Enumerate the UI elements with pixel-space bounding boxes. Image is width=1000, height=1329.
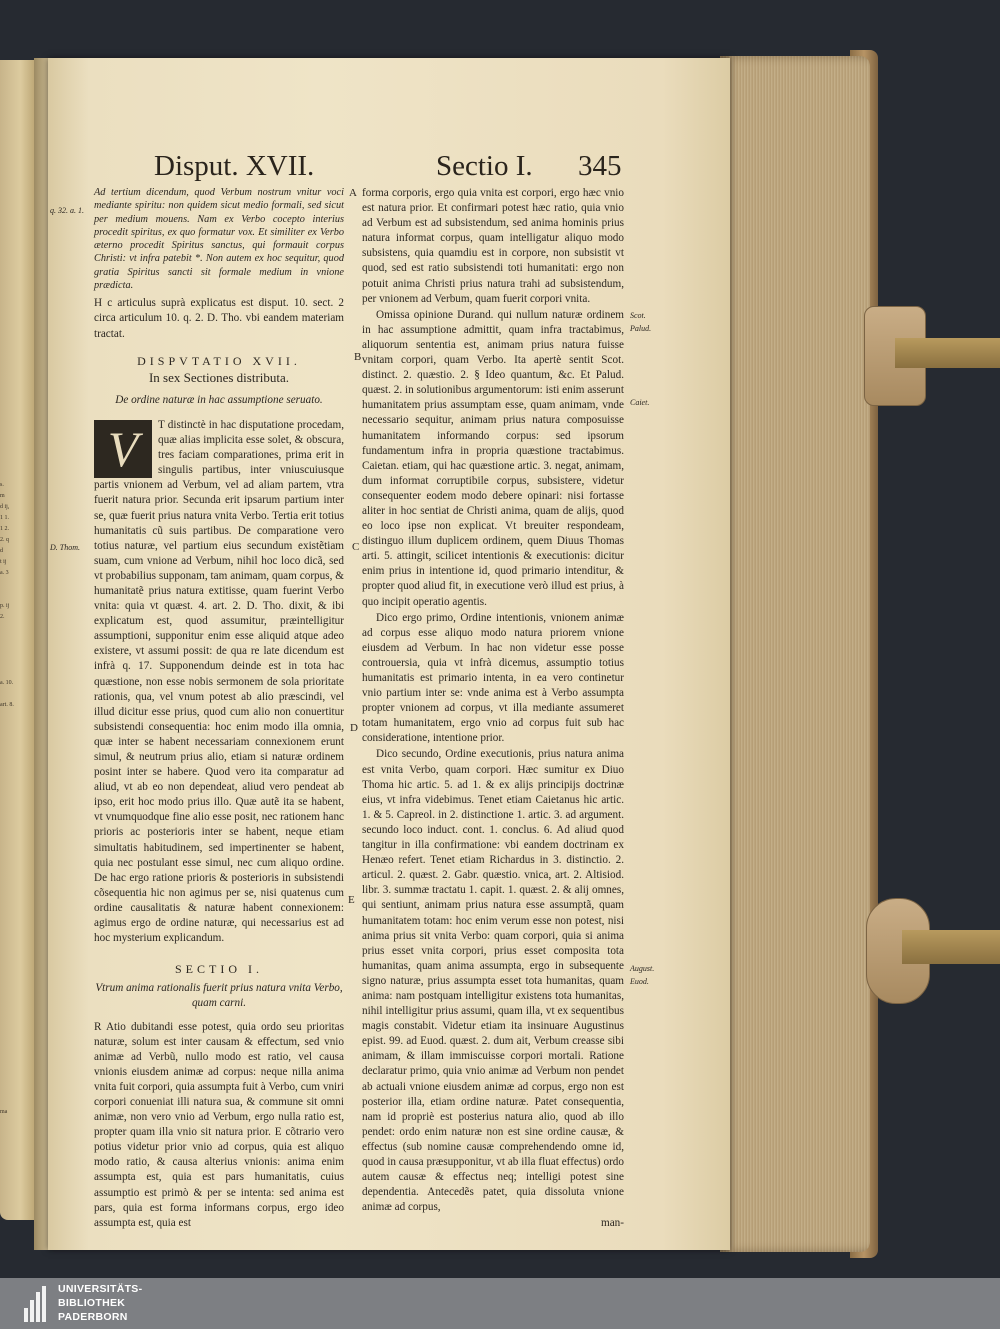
previous-page-fragment [0, 777, 34, 788]
previous-page-fragment [0, 766, 34, 777]
previous-page-fragment [0, 920, 34, 931]
library-name-line-2: BIBLIOTHEK [58, 1297, 126, 1309]
previous-page-fragment [0, 942, 34, 953]
margin-letter-c: C [352, 541, 360, 553]
previous-page-fragment [0, 865, 34, 876]
previous-page-fragment: d [0, 548, 3, 554]
sectio-question: Vtrum anima rationalis fuerit prius natura vnita Verbo, quam carni. [95, 982, 343, 1010]
previous-page-fragment [0, 1019, 34, 1030]
margin-letter-b: B [354, 351, 362, 363]
previous-page-fragment: 1 2. [0, 526, 9, 532]
previous-page-fragment: ma [0, 1109, 8, 1115]
note-paragraph: H c articulus suprà explicatus est disput. 10. sect. 2 circa articulum 10. q. 2. D. Tho. vbi eandem materiam tractat. [94, 297, 344, 340]
library-footer [0, 1278, 1000, 1329]
previous-page-fragment [0, 931, 34, 942]
previous-page-fragment [0, 1008, 34, 1019]
margin-note-august: August. [630, 964, 655, 973]
previous-page-fragment [0, 898, 34, 909]
previous-page-fragment [0, 1074, 34, 1085]
previous-page-fragment [0, 876, 34, 887]
page-number: 345 [578, 150, 622, 182]
book-page [48, 58, 730, 1250]
previous-page-fragment [0, 997, 34, 1008]
intro-paragraph: Ad tertium dicendum, quod Verbum nostrum vnitur voci mediante spiritu: non quidem sicut medio formali, sed sicut per medium mouens. Nam ex Verbo cocepto interius procedit spiritus, ex quo formatur vox. Et similiter ex Verbo æterno procedit Spiritus sanctus, qui formauit corpus Christi: vt infra patebit *. Non autem ex hoc sequitur, quod gratia Spiritus sancti sit formale medium in vnione prædicta. [94, 187, 344, 292]
previous-page-fragment [0, 667, 34, 678]
previous-page-fragment [0, 810, 34, 821]
previous-page-fragment [0, 744, 34, 755]
catchword: man- [601, 1217, 624, 1230]
previous-page-fragment: p. ij [0, 603, 10, 609]
previous-page-fragment: a. 10. [0, 680, 14, 686]
previous-page-fragment [0, 689, 34, 700]
previous-page-fragment [0, 1030, 34, 1041]
previous-page-fragment: art. 8. [0, 702, 14, 708]
previous-page-fragment: t ij [0, 559, 7, 565]
margin-note-palud: Palud. [630, 324, 652, 333]
previous-page-fragment [0, 1041, 34, 1052]
previous-page-fragment [0, 1085, 34, 1096]
previous-page-fragment [0, 964, 34, 975]
previous-page-fragment [0, 1052, 34, 1063]
margin-note-reference: q. 32. a. 1. [50, 206, 84, 215]
right-paragraph-3: Dico ergo primo, Ordine intentionis, vnionem animæ ad corpus esse aliquo modo natura priorem vnione eiusdem ad Verbum. In hac non videtur esse posse controuersia, quia vt infrà dicemus, assumptio totius humanitatis est primario intenta, in ea vero continetur vnio partium inter se: vnde anima est à Verbo assumpta propter vnionem ad corpus, vt illa mediante assumeret totam humanitatem, ergo vnio ad corpus fuit sub hac consideratione, intentione prior. [362, 611, 624, 745]
lower-clasp-bar [902, 930, 1000, 964]
previous-page-fragment: 2. [0, 614, 5, 620]
previous-page-fragment [0, 1096, 34, 1107]
previous-page-fragment [0, 645, 34, 656]
previous-page-fragment: 2. q [0, 537, 9, 543]
previous-page-fragment [0, 953, 34, 964]
page-block-fore-edge [720, 56, 870, 1252]
previous-page-fragment [0, 1063, 34, 1074]
previous-page-fragment [0, 821, 34, 832]
previous-page-fragment [0, 909, 34, 920]
margin-note-d-thom: D. Thom. [50, 543, 81, 552]
main-paragraph-text: T distinctè in hac disputatione procedam, quæ alias implicita esse solet, & obscura, tres faciam comparationes, prima erit in singulis partibus, inter vniuscuiusque partis vnionem ad Verbum, vel ad aliam partem, vtra fuerit natura prior. Secunda erit ipsarum partium inter se, quæ fuerit prius natura vnita Verbo. Tertia erit totius humanitatis cũ suis partibus. De comparatione vero totius naturæ, vel partium eius secundum existẽtiam suam, cum vnione ad Verbum, nihil hoc loco dicã, sed vt probabilius supponam, tam animam, quam corpus, & humanitatẽ prius natura extitisse, quam fuerint Verbo vnita: quia vt quæst. 4. art. 2. D. Tho. dixit, & ibi explicatum est, quod assumitur, præintelligitur assumptioni, supponitur enim esse aliquid atque adeo existere, vt assumi possit: de qua re late dicendum est infrà q. 17. Supponendum deinde est in tota hac quæstione, non esse nobis sermonem de sola prioritate rationis, qua, vel vnum potest ab alio præscindi, vel illud dicitur esse prius, quod cum alio non conuertitur subsistendi consequentia: hoc enim modo illa omnia, quæ inter se habent necessariam connexionem erunt simul, & neutrum prius alio, etiam si naturæ ordinem posint inter se habere. Quod vero ita comparatur ad aliud, vt ab eo non dependeat, aliud vero pendeat ab ipso, erit hoc modo prius illo. Quæ autẽ ita se habent, vt vnumquodque fine alio esse posit, nec rationem hanc prioris ac posterioris inter se habent, neque etiam simultatis habitudinem, sed impertinenter se habent, quia nec postulant esse simul, nec cum aliquo ordine. De hac ergo ratione prioris & posterioris in subsistendi cõsequentia hic non agimus per se, nisi quatenus cum ordine causalitatis & naturæ habent connexionem: agimus ergo de ordine naturæ, qui necessarius est ad hoc mysterium explicandum. [94, 418, 344, 945]
previous-page-fragment [0, 975, 34, 986]
previous-page-fragment [0, 733, 34, 744]
previous-page-fragment [0, 755, 34, 766]
previous-page-fragment [0, 854, 34, 865]
previous-page-text-fragments [0, 480, 34, 1118]
right-paragraph-2: Omissa opinione Durand. qui nullum naturæ ordinem in hac assumptione admittit, quam infra tractabimus, aliquorum sententia est, animam prius natura fuisse vnitam corpori, quam Verbo. Ita apertè sentit Scot. distinct. 2. quæstio. 2. § Ideo quantum, &c. Et Palud. quæst. 2. in solutionibus argumentorum: isti enim asserunt humanitatem prius assumptam esse, quam animam, vnde necessario sequitur, animam prius natura composuisse humanitatem informando corpus: sed ipsorum fundamentum infra in propria quæstione tractabimus. Caietan. etiam, qui hac quæstione artic. 3. negat, animam, dum informat corruptibile corpus, subsistere, videtur consequenter eodem modo debere opinari: nisi fortasse aliter in hoc sentiat de Christi anima, quam de alijs, quod eo loco ipse non explicat. Vt breuiter respondeam, distinguo illum duplicem ordinem, quem Diuus Thomas arti. 5. attingit, scilicet intentionis & executionis: dicitur enim prius in intentione id, quod primario intenditur, & propter quod aliud fit, in executione verò illud est prius, à quo incipit operatio agentis. [362, 308, 624, 608]
margin-note-scot: Scot. [630, 311, 646, 320]
dropcap-letter: V [107, 420, 139, 477]
previous-page-fragment: m [0, 493, 5, 499]
sectio-title: SECTIO I. [175, 962, 263, 977]
previous-page-fragment: s. [0, 482, 4, 488]
previous-page-fragment [0, 590, 34, 601]
right-column [362, 186, 624, 1232]
previous-page-fragment: a. 3 [0, 570, 9, 576]
running-head-left: Disput. XVII. [154, 150, 315, 182]
margin-letter-a: A [349, 187, 357, 199]
library-logo-icon [24, 1286, 50, 1322]
margin-letter-d: D [350, 722, 358, 734]
previous-page-fragment [0, 634, 34, 645]
previous-page-fragment [0, 843, 34, 854]
right-paragraph-1: forma corporis, ergo quia vnita est corpori, ergo hæc vnio est natura prior. Et confirmari potest hæc ratio, quia vnio ad Verbum est ad subsistendum, sed anima hominis prius natura informat corpus, quam intelligatur aliquo modo subsistens, quia quamdiu est in corpore, non subsistit vt quod, sed est ratio subsistendi toti humanitati: ergo non potuit anima Christi prius natura trahi ad subsistendum, per vnionem ad Verbum, quam fuerit corpori vnita. [362, 187, 624, 305]
previous-page-fragment [0, 986, 34, 997]
ratio-paragraph: R Atio dubitandi esse potest, quia ordo seu prioritas naturæ, solum est inter causam & effectum, sed vnio animæ ad Verbũ, nullo modo est ratio, vel causa vnionis eiusdem animæ ad corpus: neque nilla anima vnita fuit corpori, quia assumpta fuit à Verbo, cum vniri corpori conueniat illi natura sua, & commune sit omni animæ, non vero vnio ad Verbum, ergo nulla ratio est, propter quam illa vnio sit natura prior. E cõtrario vero potius videtur prior vnio ad corpus, quia est aliquo modo ratio, & causa alterius vnionis: anima enim assumpta est, quia est pars humanitatis, cuius assumptio est primò & per se intenta: sed anima est pars, quia est forma informans corpus, ergo ideo assumpta est, quia est [94, 1020, 344, 1229]
previous-page-fragment [0, 788, 34, 799]
left-column [94, 186, 344, 1232]
main-paragraph [94, 418, 344, 946]
upper-clasp-bar [895, 338, 1000, 368]
margin-note-caiet: Caiet. [630, 398, 650, 407]
previous-page-fragment [0, 832, 34, 843]
previous-page-edge [0, 60, 34, 1220]
right-paragraph-4: Dico secundo, Ordine executionis, prius natura anima est vnita Verbo, quam corpori. Hæc sumitur ex Diuo Thoma hic artic. 5. ad 1. & ex alijs principijs doctrinæ eius, vt infra videbimus. Tenet etiam Caietanus hic artic. 1. & 5. Capreol. in 2. distinctione 1. artic. 3. ad argument. secundo loco induct. cont. 1. conclus. 6. Ad aliud quod tangitur in illa confirmatione: vbi eandem doctrinam ex Henæo refert. Tenet etiam Richardus in 3. distinctio. 2. articul. 2. quæst. 2. Gabr. quæstio. vnica, art. 2. Altisiod. libr. 3. summæ tractatu 1. capit. 1. quæst. 2. & alij omnes, qui sentiunt, animam prius natura esse assumptã, quam humanitatem totam: hoc enim verum esse non potest, nisi anima prius sit vnita Verbo: quam corpori, quia si anima prius esset vnita corpori, prius esset composita tota humanitas, quam anima assumpta, ergo in subsequente signo naturæ, prius assumpta esset tota humanitas, quam anima: nam postquam intelligitur existens tota humanitas, nihil intelligitur prius assumi, quam illa, vt ex sequentibus magis constabit. Videtur etiam ita insinuare Augustinus epist. 99. ad Euod. quæst. 2. dum ait, Verbum creasse sibi animam, & illam immiscuisse corpori mortali. Ratione declaratur primo, quia vnio animæ ad Verbum non pendet ab actuali vnione eiusdem animæ ad corpus, ergo non est posterior illa, etiam ordine naturæ. Patet consequentia, nam id propriè est posterius natura alio, quod ab illo pendet: ordo enim naturæ non est sine ordine causæ, & effectus (sub nomine causæ comprehendendo omne id, quod in causa præsupponitur, vt ab illa fluat effectus) ordo autem causæ & effectus neq; intelligi potest sine dependentia. Antecedẽs patet, quia dissoluta vnione animæ ad corpus, [362, 748, 624, 1214]
previous-page-fragment [0, 722, 34, 733]
margin-note-euod: Euod. [630, 977, 649, 986]
library-name-line-1: UNIVERSITÄTS- [58, 1283, 143, 1295]
previous-page-fragment [0, 579, 34, 590]
previous-page-fragment [0, 799, 34, 810]
previous-page-fragment: d ij, [0, 504, 10, 510]
library-name-line-3: PADERBORN [58, 1311, 128, 1323]
previous-page-fragment [0, 711, 34, 722]
running-head-center: Sectio I. [436, 150, 533, 182]
previous-page-fragment [0, 887, 34, 898]
disputatio-subtitle: In sex Sectiones distributa. [148, 369, 290, 385]
disputatio-title: DISPVTATIO XVII. [137, 353, 301, 368]
previous-page-fragment [0, 623, 34, 634]
previous-page-fragment: 1 1. [0, 515, 9, 521]
ordo-title: De ordine naturæ in hac assumptione seruato. [115, 393, 323, 406]
dropcap-initial [94, 420, 152, 478]
previous-page-fragment [0, 656, 34, 667]
margin-letter-e: E [348, 894, 355, 906]
